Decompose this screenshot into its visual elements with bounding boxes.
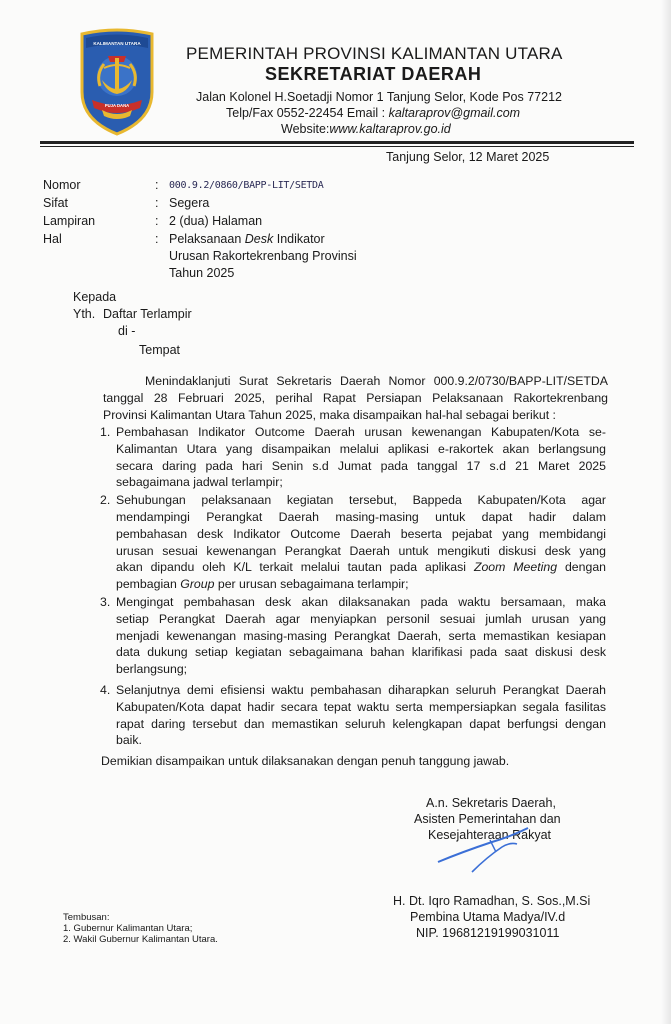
list-item-1: 1. Pembahasan Indikator Outcome Daerah urusan kewenangan Kabupaten/Kota se- Kalimantan Utara yang disampaikan melalui aplikasi e-rakortek akan berlangsung secara daring pada hari Senin s.d Jumat pada tanggal 17 s.d 21 Maret 2025 sebagaimana jadwal terlampir; <box>100 425 606 490</box>
kop-office-title: SEKRETARIAT DAERAH <box>265 64 482 84</box>
list-item-4: 4. Selanjutnya demi efisiensi waktu pembahasan diharapkan seluruh Perangkat Daerah Kabupaten/Kota dapat hadir secara tepat waktu serta mempersiapkan segala fasilitas rapat daring tersebut dan memastikan seluruh kelengkapan dapat berfungsi dengan baik. <box>100 682 606 748</box>
address-recipient: Daftar Terlampir <box>103 307 192 321</box>
kop-address: Jalan Kolonel H.Soetadji Nomor 1 Tanjung Selor, Kode Pos 77212 <box>196 90 562 104</box>
points-list <box>100 424 606 770</box>
signatory-name: H. Dt. Iqro Ramadhan, S. Sos.,M.Si <box>393 894 591 908</box>
list-item-2: 2. Sehubungan pelaksanaan kegiatan tersebut, Bappeda Kabupaten/Kota agar mendampingi Perangkat Daerah masing-masing untuk dapat hadir dalam pembahasan desk Indikator Outcome Daerah beserta pejabat yang membidangi urusan sesuai kewenangan Perangkat Daerah untuk mengikuti diskusi desk yang akan dipandu oleh K/L terkait melalui tautan pada aplikasi Zoom Meeting dengan pembagian Group per urusan sebagaimana terlampir; <box>100 493 606 592</box>
signatory-an: A.n. Sekretaris Daerah, <box>426 796 556 810</box>
meta-value-hal-line3: Tahun 2025 <box>169 266 235 280</box>
handwritten-signature <box>432 822 542 877</box>
kop-contact <box>226 106 520 120</box>
meta-label: Hal <box>43 232 62 246</box>
address-kepada: Kepada <box>73 290 117 304</box>
kop-email: kaltaraprov@gmail.com <box>388 106 521 120</box>
meta-value-lampiran: 2 (dua) Halaman <box>169 214 263 228</box>
kop-website: www.kaltaraprov.go.id <box>329 122 451 136</box>
svg-text:PUJA DANA: PUJA DANA <box>104 103 130 108</box>
meta-value-hal-line2: Urusan Rakortekrenbang Provinsi <box>169 249 357 263</box>
signatory-role-1: Asisten Pemerintahan dan <box>414 812 561 826</box>
tembusan-item: 2. Wakil Gubernur Kalimantan Utara. <box>63 934 218 945</box>
address-di: di - <box>118 324 136 338</box>
meta-value-sifat: Segera <box>169 196 210 210</box>
signatory-role-2: Kesejahteraan Rakyat <box>428 828 551 842</box>
letterhead-rule-thin <box>40 146 634 147</box>
letter-page: KALIMANTAN UTARA PUJA DANA PEMERINTAH PROVINSI KALIMANTAN UTARA SEKRETARIAT DAERAH Jalan Kolonel H.Soetadji Nomor 1 Tanjung Selor, Kode Pos 77212 Telp/Fax 0552-22454 Email : kaltaraprov@gmail.com Website:www.kaltaraprov.go.id Tanjung Selor, 12 Maret 2025 Nomor : 000.9.2/0860/BAPP-LIT/SETDA Sifat : Segera Lampiran : 2 (dua) Halaman Hal : Pelaksanaan Desk Indikator Urusan Rakortekrenbang Provinsi Tahun 2025 Kepada Yth. Daftar Terlampir di - Tempat Menindaklanjuti Surat Sekretaris Daerah Nomor 000.9.2/0730/BAPP-LIT/SETDA tanggal 28 Februari 2025, perihal Rapat Persiapan Pelaksanaan Rakortekrenbang Provinsi Kalimantan Utara Tahun 2025, maka disampaikan hal-hal sebagai berikut : 1. Pembahasan Indikator Outcome Daerah urusan kewenangan Kabupaten/Kota se- Kalimantan Utara yang disampaikan melalui aplikasi e-rakortek akan berlangsung secara daring pada hari Senin s.d Jumat pada tanggal 17 s.d 21 Maret 2025 sebagaimana jadwal terlampir; 2. Sehubungan pelaksanaan kegiatan tersebut, Bappeda Kabupaten/Kota agar mendampingi Perangkat Daerah masing-masing untuk dapat hadir dalam pembahasan desk Indikator Outcome Daerah beserta pejabat yang membidangi urusan sesuai kewenangan Perangkat Daerah untuk mengikuti diskusi desk yang akan dipandu oleh K/L terkait melalui tautan pada aplikasi Zoom Meeting dengan pembagian Group per urusan sebagaimana terlampir; 3. Mengingat pembahasan desk akan dilaksanakan pada waktu bersamaan, maka setiap Perangkat Daerah agar menyiapkan personil sesuai jumlah urusan yang menjadi kewenangan masing-masing Perangkat Daerah, serta memastikan kesiapan data dukung setiap kegiatan sebagaimana bahan klarifikasi pada saat diskusi desk berlangsung; 4. Selanjutnya demi efisiensi waktu pembahasan diharapkan seluruh Perangkat Daerah Kabupaten/Kota dapat hadir secara tepat waktu serta mempersiapkan segala fasilitas rapat daring tersebut dan memastikan seluruh kelengkapan dapat berfungsi dengan baik. Demikian disampaikan untuk dilaksanakan dengan penuh tanggung jawab. A.n. Sekretaris Daerah, Asisten Pemerintahan dan Kesejahteraan Rakyat H. Dt. Iqro Ramadhan, S. Sos.,M.Si Pembina Utama Madya/IV.d NIP. 19681219199031011 Tembusan: 1. Gubernur Kalimantan Utara; 2. Wakil Gubernur Kalimantan Utara. <box>0 0 671 1024</box>
address-yth: Yth. <box>73 307 96 321</box>
letterhead-rule-thick <box>40 141 634 144</box>
tembusan-item: 1. Gubernur Kalimantan Utara; <box>63 923 193 934</box>
kop-website-label: Website: <box>281 122 330 136</box>
closing-sentence: Demikian disampaikan untuk dilaksanakan dengan penuh tanggung jawab. <box>101 754 510 769</box>
intro-paragraph: Menindaklanjuti Surat Sekretaris Daerah Nomor 000.9.2/0730/BAPP-LIT/SETDA tanggal 28 Februari 2025, perihal Rapat Persiapan Pelaksanaan Rakortekrenbang Provinsi Kalimantan Utara Tahun 2025, maka disampaikan hal-hal sebagai berikut : <box>103 374 608 422</box>
meta-value-hal: Pelaksanaan Desk Indikator <box>169 232 325 246</box>
meta-value-nomor: 000.9.2/0860/BAPP-LIT/SETDA <box>169 180 324 191</box>
svg-text:KALIMANTAN UTARA: KALIMANTAN UTARA <box>93 41 141 46</box>
meta-label: Sifat <box>43 196 69 210</box>
kop-government-title: PEMERINTAH PROVINSI KALIMANTAN UTARA <box>186 44 563 63</box>
kop-website-line <box>281 122 451 136</box>
kop-phone: Telp/Fax 0552-22454 Email : <box>226 106 389 120</box>
letter-date: Tanjung Selor, 12 Maret 2025 <box>386 150 550 164</box>
signatory-nip: NIP. 19681219199031011 <box>416 926 560 940</box>
kaltara-emblem-logo <box>78 28 156 136</box>
tembusan-block <box>63 912 218 945</box>
signatory-rank: Pembina Utama Madya/IV.d <box>410 910 566 924</box>
meta-label: Nomor <box>43 178 81 192</box>
tembusan-title: Tembusan: <box>63 912 110 923</box>
list-item-3: 3. Mengingat pembahasan desk akan dilaksanakan pada waktu bersamaan, maka setiap Perangkat Daerah agar menyiapkan personil sesuai jumlah urusan yang menjadi kewenangan masing-masing Perangkat Daerah, serta memastikan kesiapan data dukung setiap kegiatan sebagaimana bahan klarifikasi pada saat diskusi desk berlangsung; <box>100 594 606 677</box>
address-tempat: Tempat <box>139 343 180 357</box>
meta-label: Lampiran <box>43 214 96 228</box>
page-edge-shadow <box>661 0 671 1024</box>
